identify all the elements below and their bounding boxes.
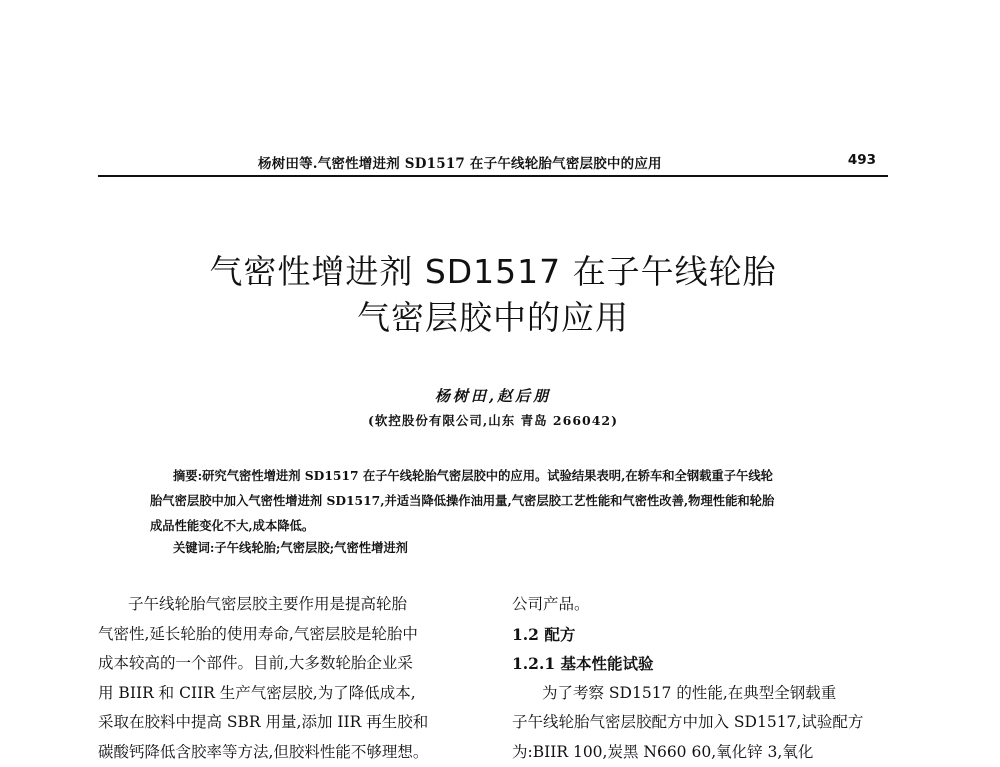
body-line: 采取在胶料中提高 SBR 用量,添加 IIR 再生胶和	[98, 708, 478, 738]
body-line: 碳酸钙降低含胶率等方法,但胶料性能不够理想。	[98, 738, 478, 767]
paper-title-line-2: 气密层胶中的应用	[98, 292, 888, 339]
running-title: 杨树田等.气密性增进剂 SD1517 在子午线轮胎气密层胶中的应用	[258, 152, 662, 172]
abstract-line: 胎气密层胶中加入气密性增进剂 SD1517,并适当降低操作油用量,气密层胶工艺性能和气密性改善,物理性能和轮胎	[150, 488, 845, 513]
body-line: 成本较高的一个部件。目前,大多数轮胎企业采	[98, 649, 478, 679]
section-heading: 1.2 配方	[512, 620, 892, 650]
body-line: 子午线轮胎气密层胶配方中加入 SD1517,试验配方	[512, 708, 892, 738]
page-number: 493	[848, 152, 876, 168]
body-line: 用 BIIR 和 CIIR 生产气密层胶,为了降低成本,	[98, 679, 478, 709]
subsection-heading: 1.2.1 基本性能试验	[512, 649, 892, 679]
abstract-line: 成品性能变化不大,成本降低。	[150, 513, 845, 538]
paper-title-line-1: 气密性增进剂 SD1517 在子午线轮胎	[98, 246, 888, 293]
body-line: 气密性,延长轮胎的使用寿命,气密层胶是轮胎中	[98, 620, 478, 650]
abstract	[150, 463, 845, 538]
affiliation: (软控股份有限公司,山东 青岛 266042)	[98, 411, 888, 429]
body-line: 子午线轮胎气密层胶主要作用是提高轮胎	[98, 590, 478, 620]
right-column	[512, 590, 892, 767]
keywords: 关键词:子午线轮胎;气密层胶;气密性增进剂	[173, 538, 408, 556]
body-line: 为:BIIR 100,炭黑 N660 60,氧化锌 3,氧化	[512, 738, 892, 767]
abstract-line: 摘要:研究气密性增进剂 SD1517 在子午线轮胎气密层胶中的应用。试验结果表明,在轿车和全钢载重子午线轮	[150, 463, 845, 488]
running-header	[98, 148, 888, 178]
body-line: 公司产品。	[512, 590, 892, 620]
header-rule	[98, 175, 888, 177]
authors: 杨树田,赵后朋	[98, 385, 888, 406]
body-line: 为了考察 SD1517 的性能,在典型全钢载重	[512, 679, 892, 709]
left-column	[98, 590, 478, 767]
